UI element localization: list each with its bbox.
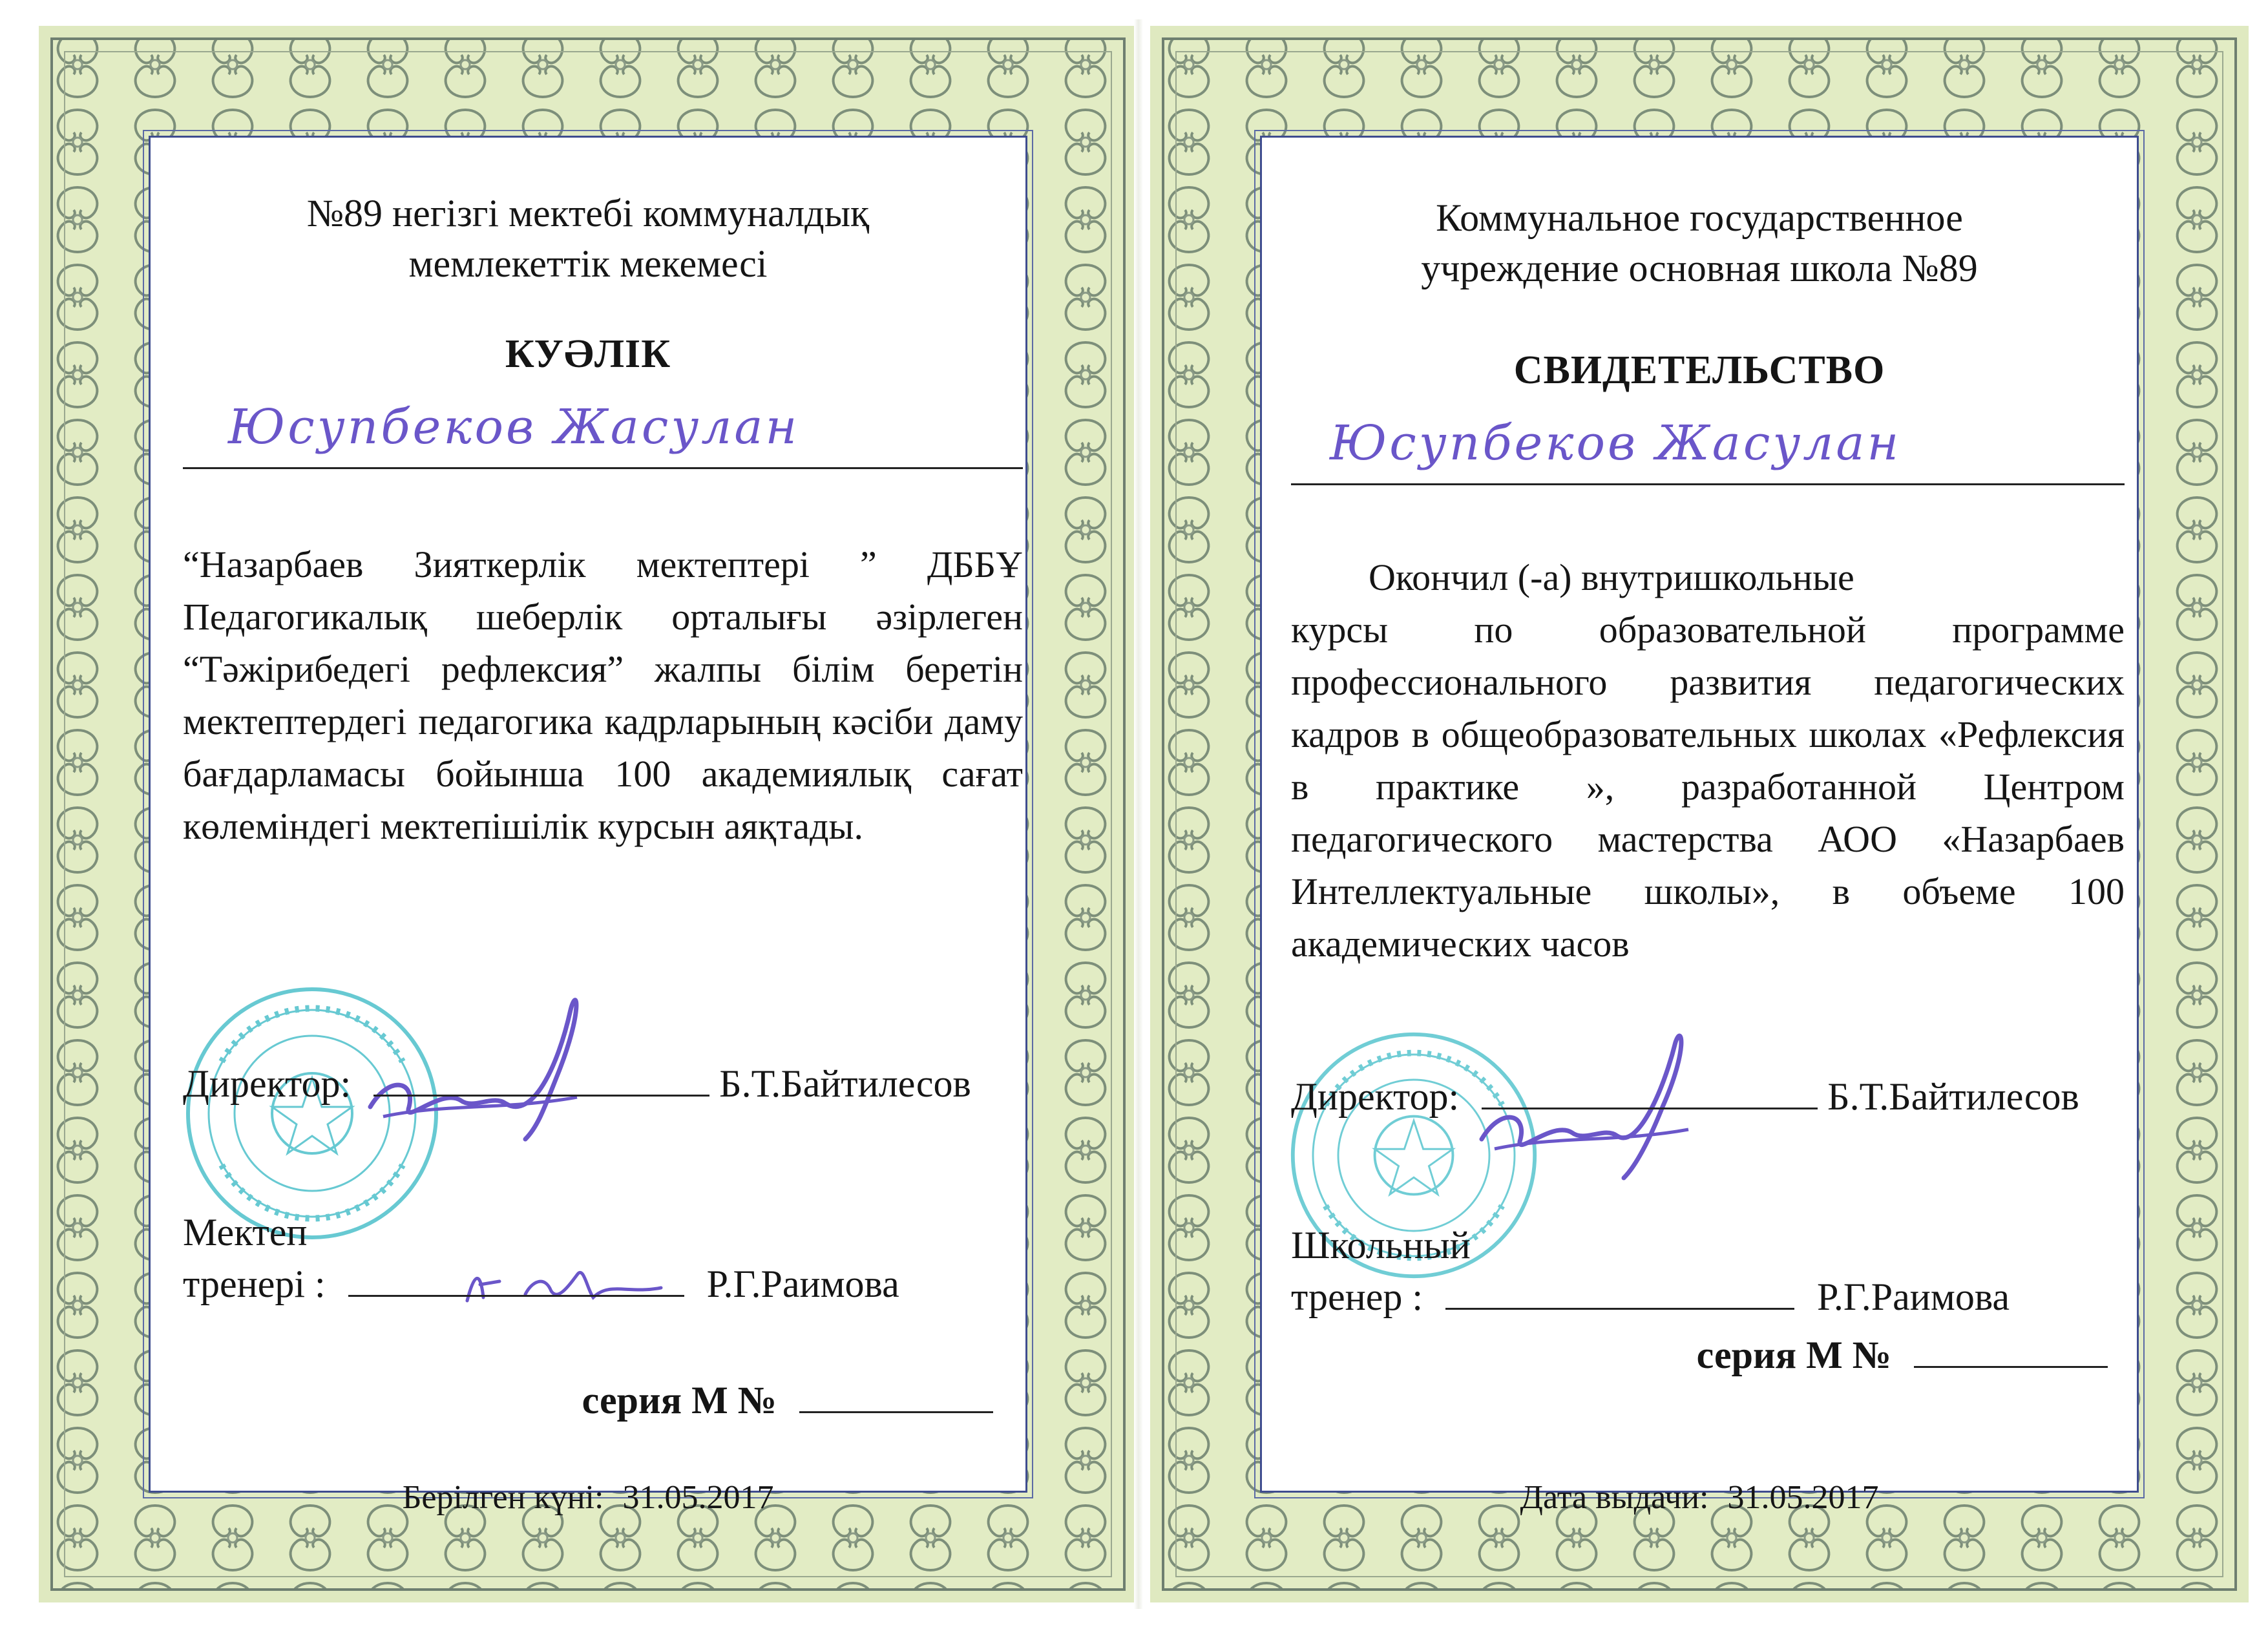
serial-number-line: [799, 1411, 993, 1413]
certificate-page-kazakh: [39, 26, 1137, 1602]
director-row: [183, 1062, 971, 1106]
director-label: Директор:: [183, 1062, 352, 1105]
document-title: СВИДЕТЕЛЬСТВО: [1513, 348, 1885, 392]
school-name: [1262, 193, 2137, 293]
serial-number-row: [1697, 1333, 2108, 1378]
trainer-row: [183, 1262, 899, 1307]
issue-date-row: [1262, 1478, 2137, 1517]
trainer-label: тренері :: [183, 1263, 326, 1305]
trainer-name: Р.Г.Раимова: [706, 1263, 899, 1305]
school-name-line-2: учреждение основная школа №89: [1421, 247, 1978, 289]
certificate-body-text: [1291, 551, 2125, 970]
certificate-content-area: [149, 136, 1027, 1516]
trainer-row: [1291, 1275, 2010, 1319]
serial-label: серия М №: [582, 1379, 777, 1422]
director-row: [1291, 1075, 2079, 1119]
director-signature-line: [1482, 1108, 1818, 1109]
school-name-line-1: №89 негізгі мектебі коммуналдық: [306, 192, 870, 235]
body-first-line: Окончил (-а) внутришкольные: [1369, 556, 1854, 598]
issue-date-row: [151, 1478, 1025, 1517]
issue-date: 31.05.2017: [1727, 1479, 1879, 1516]
certificate-body-text: “Назарбаев Зияткерлік мектептері ” ДББҰ Педагогикалық шеберлік орталығы әзірлеген “Тәжірибедегі рефлексия” жалпы білім беретін мектептердегі педагогика кадрларының кәсіби даму бағдарламасы бойынша 100 академиялық сағат көлеміндегі мектепішілік курсын аяқтады.: [183, 543, 1023, 847]
issue-date-label: Берілген күні:: [402, 1479, 604, 1516]
trainer-signature-line: [348, 1295, 684, 1297]
director-name: Б.Т.Байтилесов: [1827, 1075, 2079, 1118]
director-signature-line: [373, 1095, 709, 1097]
school-name: [151, 188, 1025, 289]
recipient-name-line: [183, 399, 1023, 469]
director-label: Директор:: [1291, 1075, 1460, 1118]
serial-label: серия М №: [1696, 1334, 1891, 1376]
serial-number-row: [582, 1378, 993, 1423]
trainer-signature-line: [1445, 1308, 1794, 1310]
certificate-content-area: [1260, 136, 2139, 1516]
school-name-line-2: мемлекеттік мекемесі: [408, 242, 768, 285]
trainer-label-line-1: Мектеп: [183, 1211, 308, 1254]
school-name-line-1: Коммунальное государственное: [1436, 196, 1963, 239]
issue-date-label: Дата выдачи:: [1520, 1479, 1709, 1516]
trainer-name: Р.Г.Раимова: [1817, 1276, 2010, 1318]
recipient-name: Юсупбеков Жасулан: [228, 399, 800, 455]
certificate-page-russian: [1150, 26, 2249, 1602]
trainer-label: тренер :: [1291, 1276, 1423, 1318]
serial-number-line: [1914, 1366, 2108, 1368]
page-fold: [1134, 19, 1143, 1609]
body-rest: курсы по образовательной программе профессионального развития педагогических кадров в общеобразовательных школах «Рефлексия в практике », разработанной Центром педагогического мастерства АОО «Назарбаев Интеллектуальные школы», в объеме 100 академических часов: [1291, 609, 2125, 965]
document-title: КУӘЛІК: [505, 332, 671, 376]
recipient-name-line: [1291, 415, 2125, 485]
trainer-label-line-1: Школьный: [1291, 1224, 1471, 1266]
recipient-name: Юсупбеков Жасулан: [1330, 415, 1902, 471]
director-name: Б.Т.Байтилесов: [719, 1062, 971, 1105]
issue-date: 31.05.2017: [622, 1479, 774, 1516]
